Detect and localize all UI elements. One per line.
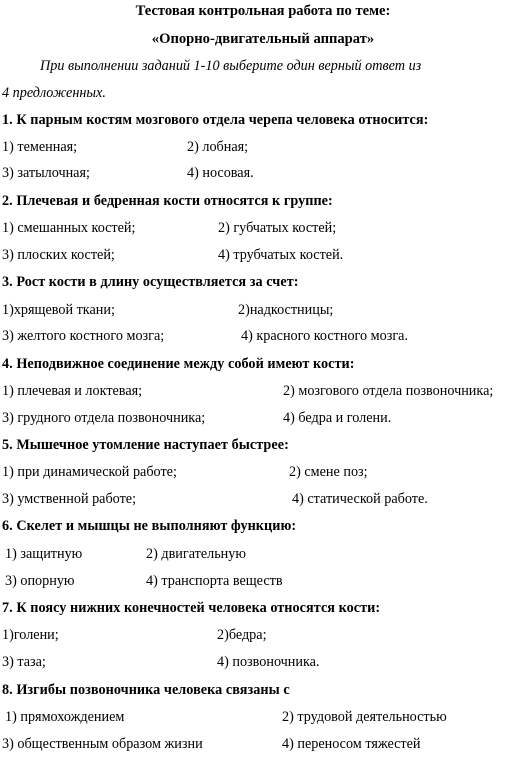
instructions-line-1: При выполнении заданий 1-10 выберите один верный ответ из (40, 58, 422, 74)
q7-option-4: 4) позвоночника. (217, 654, 320, 670)
q6-option-1: 1) защитную (5, 546, 83, 562)
q6-option-4: 4) транспорта веществ (146, 573, 283, 589)
q8-option-3: 3) общественным образом жизни (2, 736, 203, 752)
q6-option-3: 3) опорную (5, 573, 75, 589)
question-8: 8. Изгибы позвоночника человека связаны с (2, 682, 290, 698)
q1-option-4: 4) носовая. (187, 165, 254, 181)
q1-option-3: 3) затылочная; (2, 165, 90, 181)
question-5: 5. Мышечное утомление наступает быстрее: (2, 437, 289, 453)
q5-option-1: 1) при динамической работе; (2, 464, 177, 480)
q5-option-3: 3) умственной работе; (2, 491, 137, 507)
q4-option-3: 3) грудного отдела позвоночника; (2, 410, 206, 426)
q4-option-1: 1) плечевая и локтевая; (2, 383, 143, 399)
q2-option-2: 2) губчатых костей; (218, 220, 337, 236)
q2-option-4: 4) трубчатых костей. (218, 247, 344, 263)
question-7: 7. К поясу нижних конечностей человека относятся кости: (2, 600, 381, 616)
document-title: Тестовая контрольная работа по теме: (135, 3, 391, 19)
question-2: 2. Плечевая и бедренная кости относятся к группе: (2, 193, 333, 209)
q7-option-3: 3) таза; (2, 654, 46, 670)
question-4: 4. Неподвижное соединение между собой имеют кости: (2, 356, 355, 372)
q5-option-4: 4) статической работе. (292, 491, 428, 507)
q8-option-2: 2) трудовой деятельностью (282, 709, 447, 725)
q1-option-1: 1) теменная; (2, 139, 78, 155)
document-subtitle: «Опорно-двигательный аппарат» (151, 31, 375, 47)
q1-option-2: 2) лобная; (187, 139, 249, 155)
q2-option-1: 1) смешанных костей; (2, 220, 136, 236)
q4-option-4: 4) бедра и голени. (283, 410, 392, 426)
q6-option-2: 2) двигательную (146, 546, 246, 562)
q3-option-1: 1)хрящевой ткани; (2, 302, 115, 318)
question-6: 6. Скелет и мышцы не выполняют функцию: (2, 518, 297, 534)
q3-option-4: 4) красного костного мозга. (241, 328, 408, 344)
question-3: 3. Рост кости в длину осуществляется за счет: (2, 274, 299, 290)
q7-option-1: 1)голени; (2, 627, 59, 643)
q4-option-2: 2) мозгового отдела позвоночника; (283, 383, 494, 399)
q2-option-3: 3) плоских костей; (2, 247, 115, 263)
q3-option-3: 3) желтого костного мозга; (2, 328, 165, 344)
q8-option-4: 4) переносом тяжестей (282, 736, 421, 752)
question-1: 1. К парным костям мозгового отдела черепа человека относится: (2, 112, 429, 128)
instructions-line-2: 4 предложенных. (2, 85, 106, 101)
q8-option-1: 1) прямохождением (5, 709, 125, 725)
q7-option-2: 2)бедра; (217, 627, 267, 643)
q5-option-2: 2) смене поз; (289, 464, 368, 480)
q3-option-2: 2)надкостницы; (238, 302, 334, 318)
